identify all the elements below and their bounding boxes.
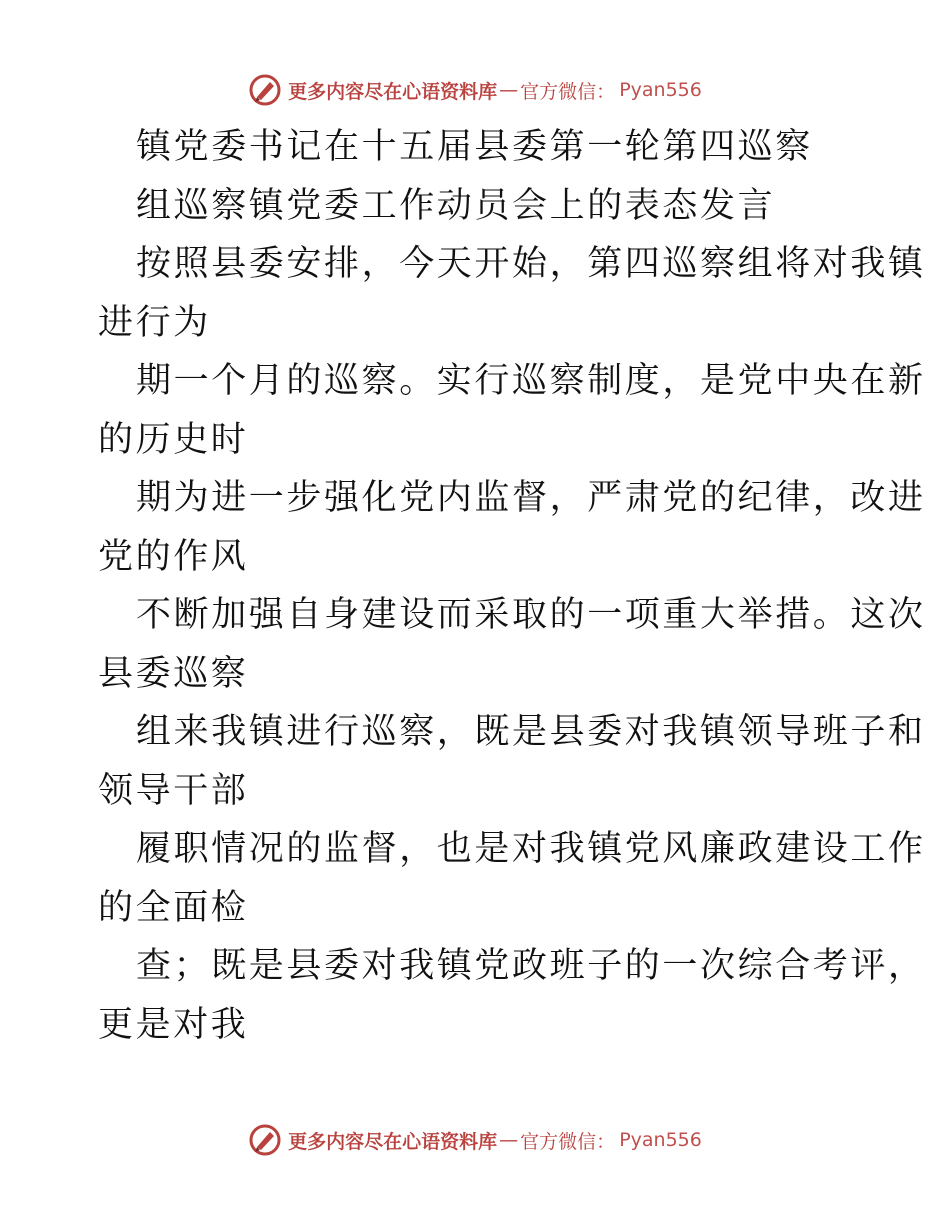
paragraph-line: 不断加强自身建设而采取的一项重大举措。这次 (136, 595, 926, 635)
document-body (98, 118, 926, 1054)
paragraph-line: 期为进一步强化党内监督，严肃党的纪律，改进 (136, 478, 926, 518)
footer-wechat-id: Pyan556 (619, 1129, 702, 1151)
header-site-text: 更多内容尽在心语资料库 (288, 80, 498, 103)
pen-logo-icon (248, 1123, 282, 1157)
header-wechat-id: Pyan556 (619, 79, 702, 101)
paragraph-line: 更是对我 (98, 1004, 249, 1045)
paragraph-line: 党的作风 (98, 536, 249, 577)
paragraph-line: 按照县委安排，今天开始，第四巡察组将对我镇 (136, 244, 926, 284)
footer-banner (0, 1120, 950, 1160)
title-line-2: 组巡察镇党委工作动员会上的表态发言 (136, 185, 776, 226)
paragraph-line: 的全面检 (98, 887, 249, 928)
footer-wechat-label: 官方微信： (520, 1130, 616, 1153)
header-wechat-label: 官方微信： (520, 80, 616, 103)
paragraph-line: 查；既是县委对我镇党政班子的一次综合考评， (136, 946, 926, 986)
header-separator: — (499, 79, 519, 101)
paragraph-line: 履职情况的监督，也是对我镇党风廉政建设工作 (136, 829, 926, 869)
paragraph-line: 领导干部 (98, 770, 249, 811)
pen-logo-icon (248, 73, 282, 107)
paragraph-line: 进行为 (98, 302, 211, 343)
footer-separator: — (499, 1129, 519, 1151)
paragraph-line: 县委巡察 (98, 653, 249, 694)
paragraph-line: 的历史时 (98, 419, 249, 460)
paragraph-line: 期一个月的巡察。实行巡察制度，是党中央在新 (136, 361, 926, 401)
header-banner (0, 70, 950, 110)
paragraph-line: 组来我镇进行巡察，既是县委对我镇领导班子和 (136, 712, 926, 752)
title-line-1: 镇党委书记在十五届县委第一轮第四巡察 (136, 127, 813, 167)
footer-site-text: 更多内容尽在心语资料库 (288, 1130, 498, 1153)
